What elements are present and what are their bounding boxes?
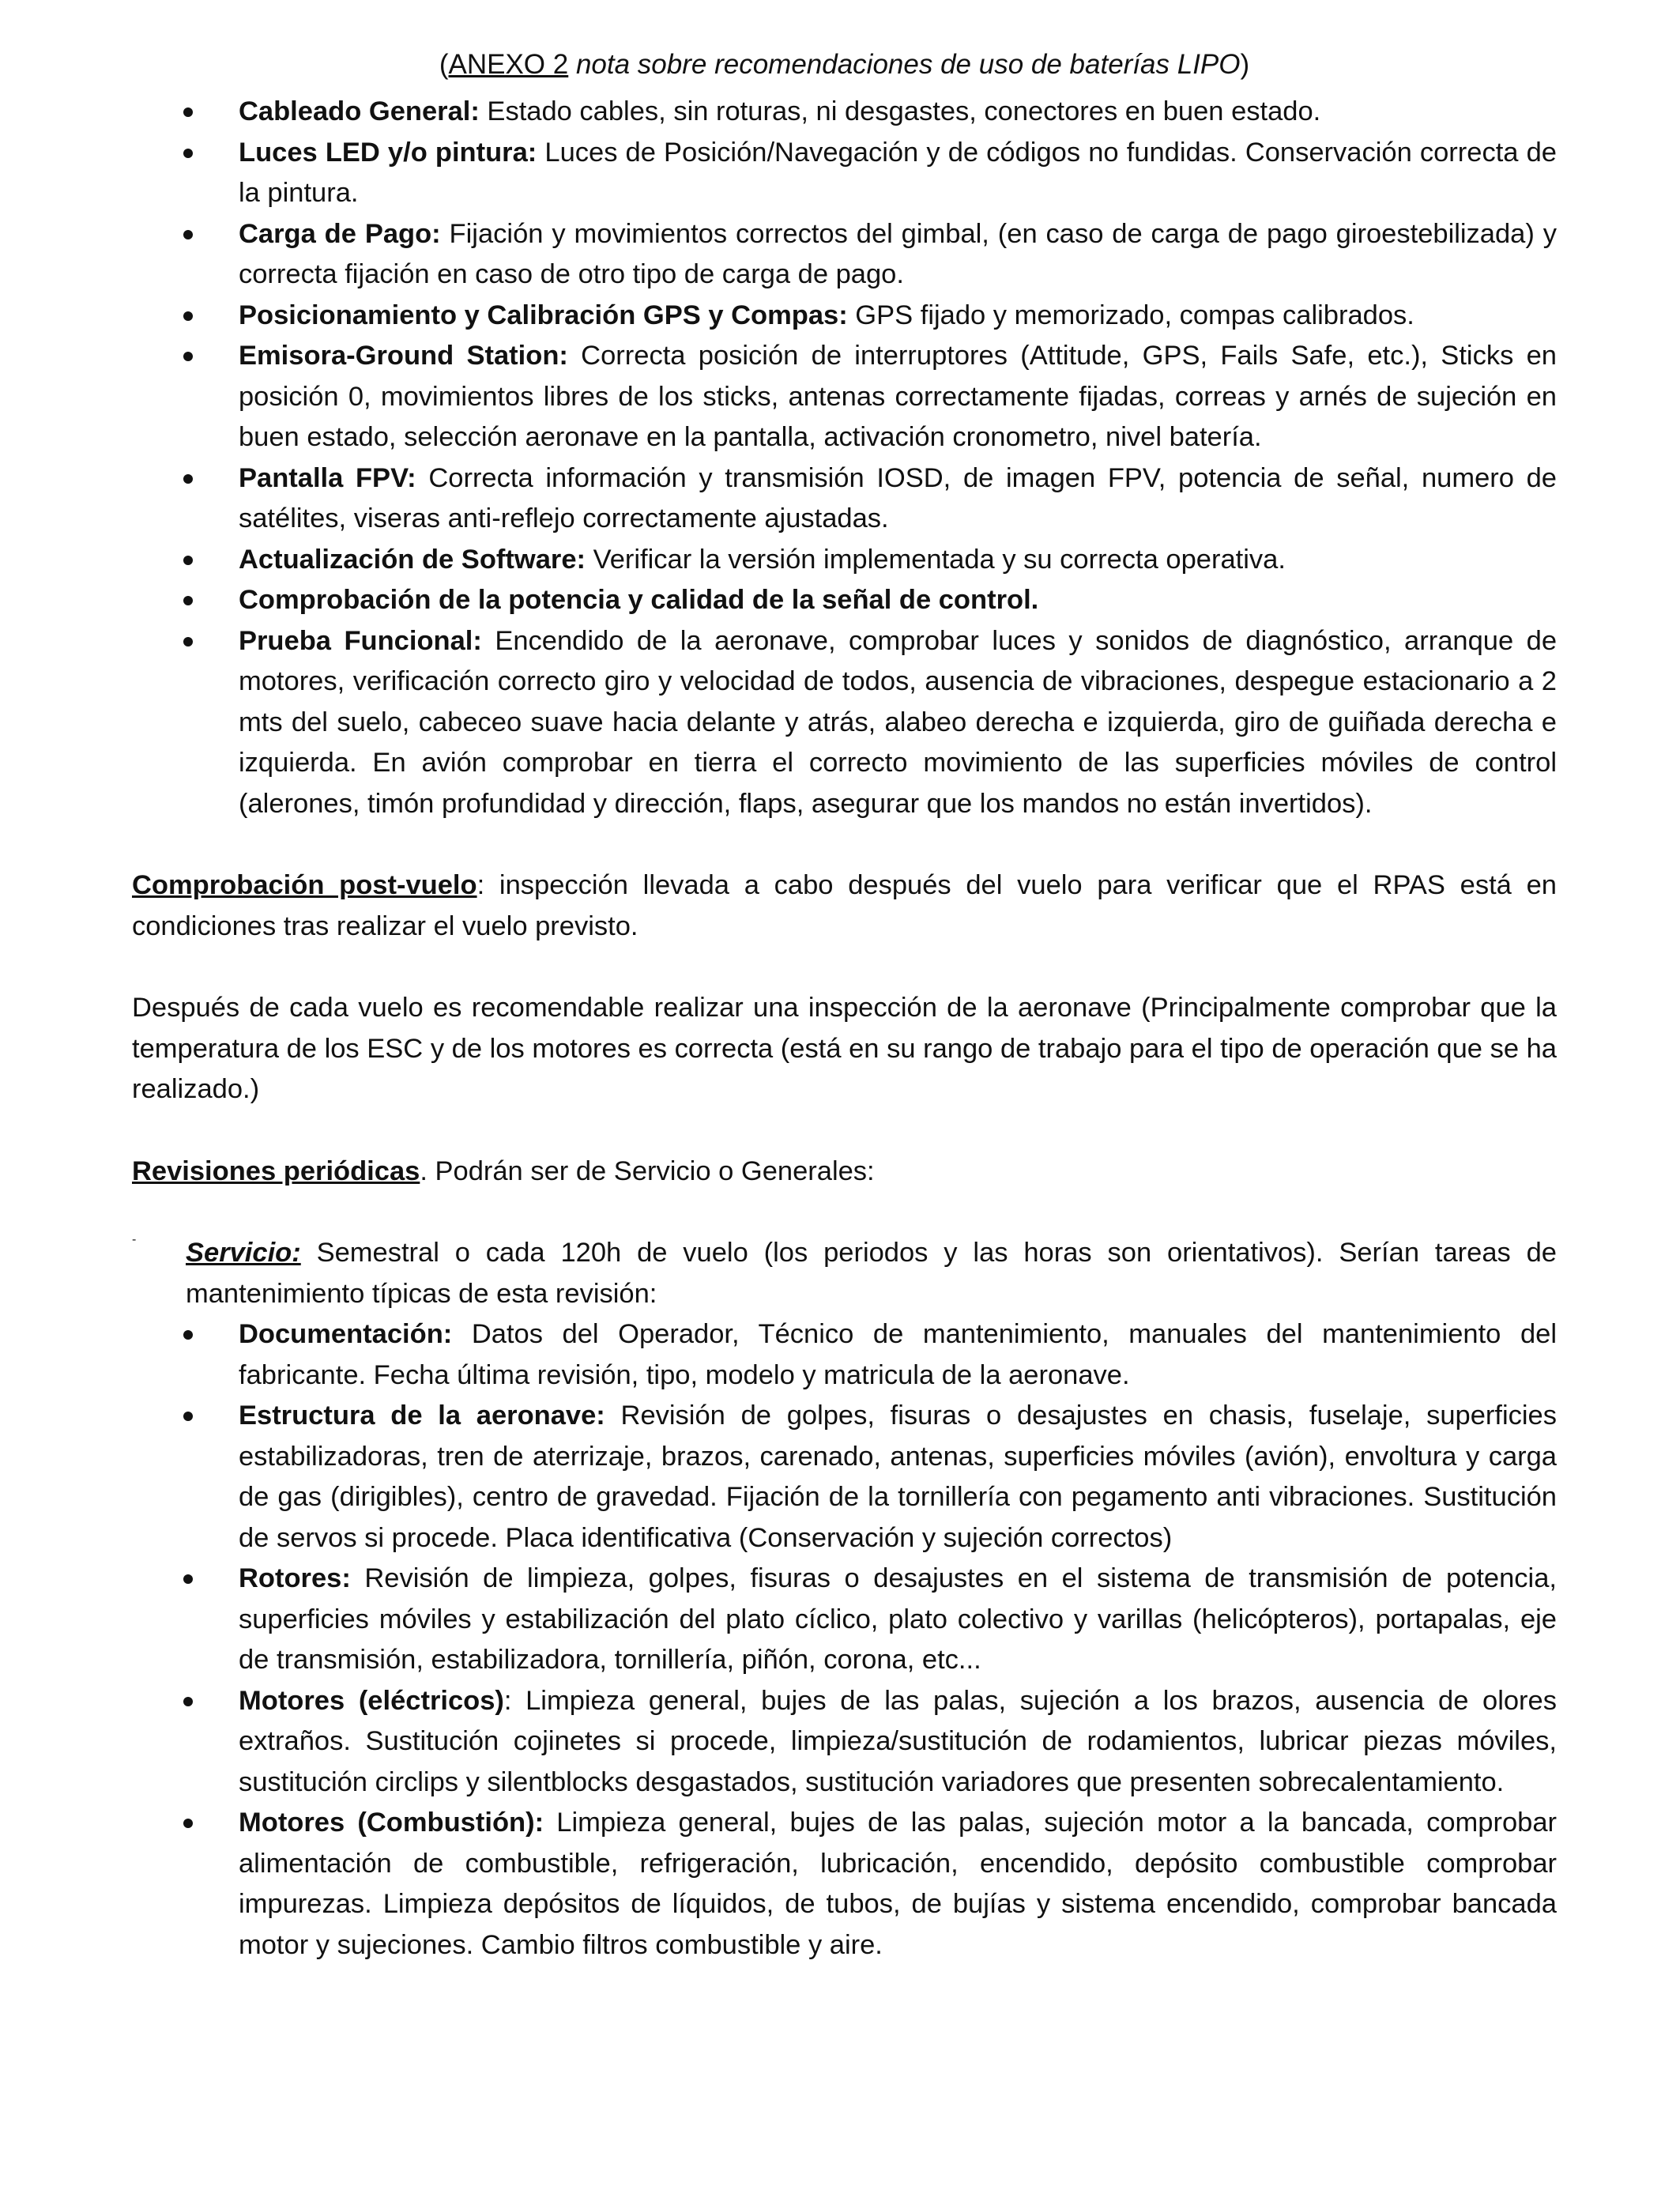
post-flight-paragraph [132,865,1557,947]
item-title: Emisora-Ground Station: [239,341,568,371]
bullet-icon [183,556,193,565]
bullet-icon [183,1412,193,1421]
item-title: Cableado General: [239,96,480,126]
annex-note: nota sobre recomendaciones de uso de baterías LIPO [568,49,1241,80]
service-title: Servicio: [186,1238,301,1268]
after-flight-paragraph: Después de cada vuelo es recomendable realizar una inspección de la aeronave (Principalmente comprobar que la temperatura de los ESC y de los motores es correcta (está en su rango de trabajo para el tipo de operación que se ha realizado.) [132,993,1557,1104]
post-flight-text: : inspección llevada a cabo después del vuelo para verificar que el RPAS está en condiciones tras realizar el vuelo previsto. [132,870,1557,941]
bullet-icon [183,230,193,239]
item-title: Posicionamiento y Calibración GPS y Compas: [239,300,848,330]
list-item [239,1396,1557,1559]
annex-label: ANEXO 2 [448,49,569,80]
item-text: Correcta información y transmisión IOSD, de imagen FPV, potencia de señal, numero de satélites, viseras anti-reflejo correctamente ajustadas. [239,462,1557,533]
item-text: Limpieza general, bujes de las palas, sujeción motor a la bancada, comprobar alimentación de combustible, refrigeración, lubricación, encendido, depósito combustible comprobar impurezas. Limpieza depósitos de líquidos, de tubos, de bujías y sistema encendido, comprobar bancada motor y sujeciones. Cambio filtros combustible y aire. [239,1808,1557,1960]
bullet-icon [183,352,193,361]
list-item [239,540,1557,581]
header-paren-close: ) [1240,49,1250,80]
item-text: Luces de Posición/Navegación y de códigos no fundidas. Conservación correcta de la pintura. [239,137,1557,208]
service-section [132,1233,1557,1966]
item-text: Revisión de golpes, fisuras o desajustes en chasis, fuselaje, superficies estabilizadoras, tren de aterrizaje, brazos, carenado, antenas, superficies móviles (avión), envoltura y carga de gas (dirigibles), centro de gravedad. Fijación de la tornillería con pegamento anti vibraciones. Sustitución de servos si procede. Placa identificativa (Conservación y sujeción correctos) [239,1400,1557,1553]
item-title: Motores (Combustión): [239,1808,544,1838]
item-text: Verificar la versión implementada y su correcta operativa. [586,544,1286,575]
item-text: : Limpieza general, bujes de las palas, sujeción a los brazos, ausencia de olores extraños. Sustitución cojinetes si procede, limpieza/sustitución de rodamientos, lubricar piezas móviles, sustitución circlips y silentblocks desgastados, sustitución variadores que presenten sobrecalentamiento. [239,1685,1557,1797]
item-title: Luces LED y/o pintura: [239,137,537,168]
dash-marker: - [132,1233,137,1246]
item-title: Pantalla FPV: [239,462,416,493]
page-header [132,46,1557,84]
list-item [239,133,1557,214]
list-item [239,1681,1557,1804]
item-text: Estado cables, sin roturas, ni desgastes, conectores en buen estado. [479,96,1321,126]
bullet-icon [183,1697,193,1706]
bullet-icon [183,1574,193,1584]
post-flight-title: Comprobación post-vuelo [132,870,477,900]
item-title: Prueba Funcional: [239,625,482,656]
bullet-icon [183,474,193,484]
list-item [239,214,1557,296]
list-item [239,336,1557,458]
item-text: Correcta posición de interruptores (Attitude, GPS, Fails Safe, etc.), Sticks en posición 0, movimientos libres de los sticks, antenas correctamente fijadas, correas y arnés de sujeción en buen estado, selección aeronave en la pantalla, activación cronometro, nivel batería. [239,341,1557,452]
header-paren-open: ( [439,49,449,80]
item-title: Carga de Pago: [239,218,441,249]
bullet-icon [183,1330,193,1340]
preflight-checklist [132,92,1557,824]
item-title: Documentación: [239,1319,453,1349]
bullet-icon [183,149,193,158]
item-title: Motores (eléctricos) [239,1685,504,1716]
list-item [239,621,1557,825]
bullet-icon [183,311,193,321]
list-item [239,1803,1557,1966]
list-item [239,580,1557,621]
item-title: Rotores: [239,1563,351,1593]
bullet-icon [183,637,193,647]
item-text: Revisión de limpieza, golpes, fisuras o desajustes en el sistema de transmisión de potencia, superficies móviles y estabilización del plato cíclico, plato colectivo y varillas (helicópteros), portapalas, eje de transmisión, estabilizadora, tornillería, piñón, corona, etc... [239,1563,1557,1675]
list-item [239,296,1557,337]
service-intro [186,1233,1557,1314]
periodic-review-paragraph [132,1152,1557,1193]
list-item [239,458,1557,540]
list-item [239,92,1557,133]
item-text: Encendido de la aeronave, comprobar luces y sonidos de diagnóstico, arranque de motores, verificación correcto giro y velocidad de todos, ausencia de vibraciones, despegue estacionario a 2 mts del suelo, cabeceo suave hacia delante y atrás, alabeo derecha e izquierda, giro de guiñada derecha e izquierda. En avión comprobar en tierra el correcto movimiento de las superficies móviles de control (alerones, timón profundidad y dirección, flaps, asegurar que los mandos no están invertidos). [239,625,1558,819]
list-item [239,1314,1557,1396]
bullet-icon [183,1819,193,1828]
periodic-title: Revisiones periódicas [132,1155,420,1186]
item-title: Actualización de Software: [239,544,586,575]
bullet-icon [183,107,193,117]
item-title: Comprobación de la potencia y calidad de la señal de control. [239,585,1039,615]
list-item [239,1559,1557,1681]
item-text: Datos del Operador, Técnico de mantenimiento, manuales del mantenimiento del fabricante. Fecha última revisión, tipo, modelo y matricula de la aeronave. [239,1319,1557,1390]
item-text: GPS fijado y memorizado, compas calibrados. [847,300,1414,330]
item-text: Fijación y movimientos correctos del gimbal, (en caso de carga de pago giroestebilizada) y correcta fijación en caso de otro tipo de carga de pago. [239,218,1557,289]
periodic-text: . Podrán ser de Servicio o Generales: [420,1155,875,1186]
service-text: Semestral o cada 120h de vuelo (los periodos y las horas son orientativos). Serían tareas de mantenimiento típicas de esta revisión: [186,1238,1557,1309]
service-checklist [132,1314,1557,1966]
bullet-icon [183,596,193,605]
item-title: Estructura de la aeronave: [239,1400,605,1431]
